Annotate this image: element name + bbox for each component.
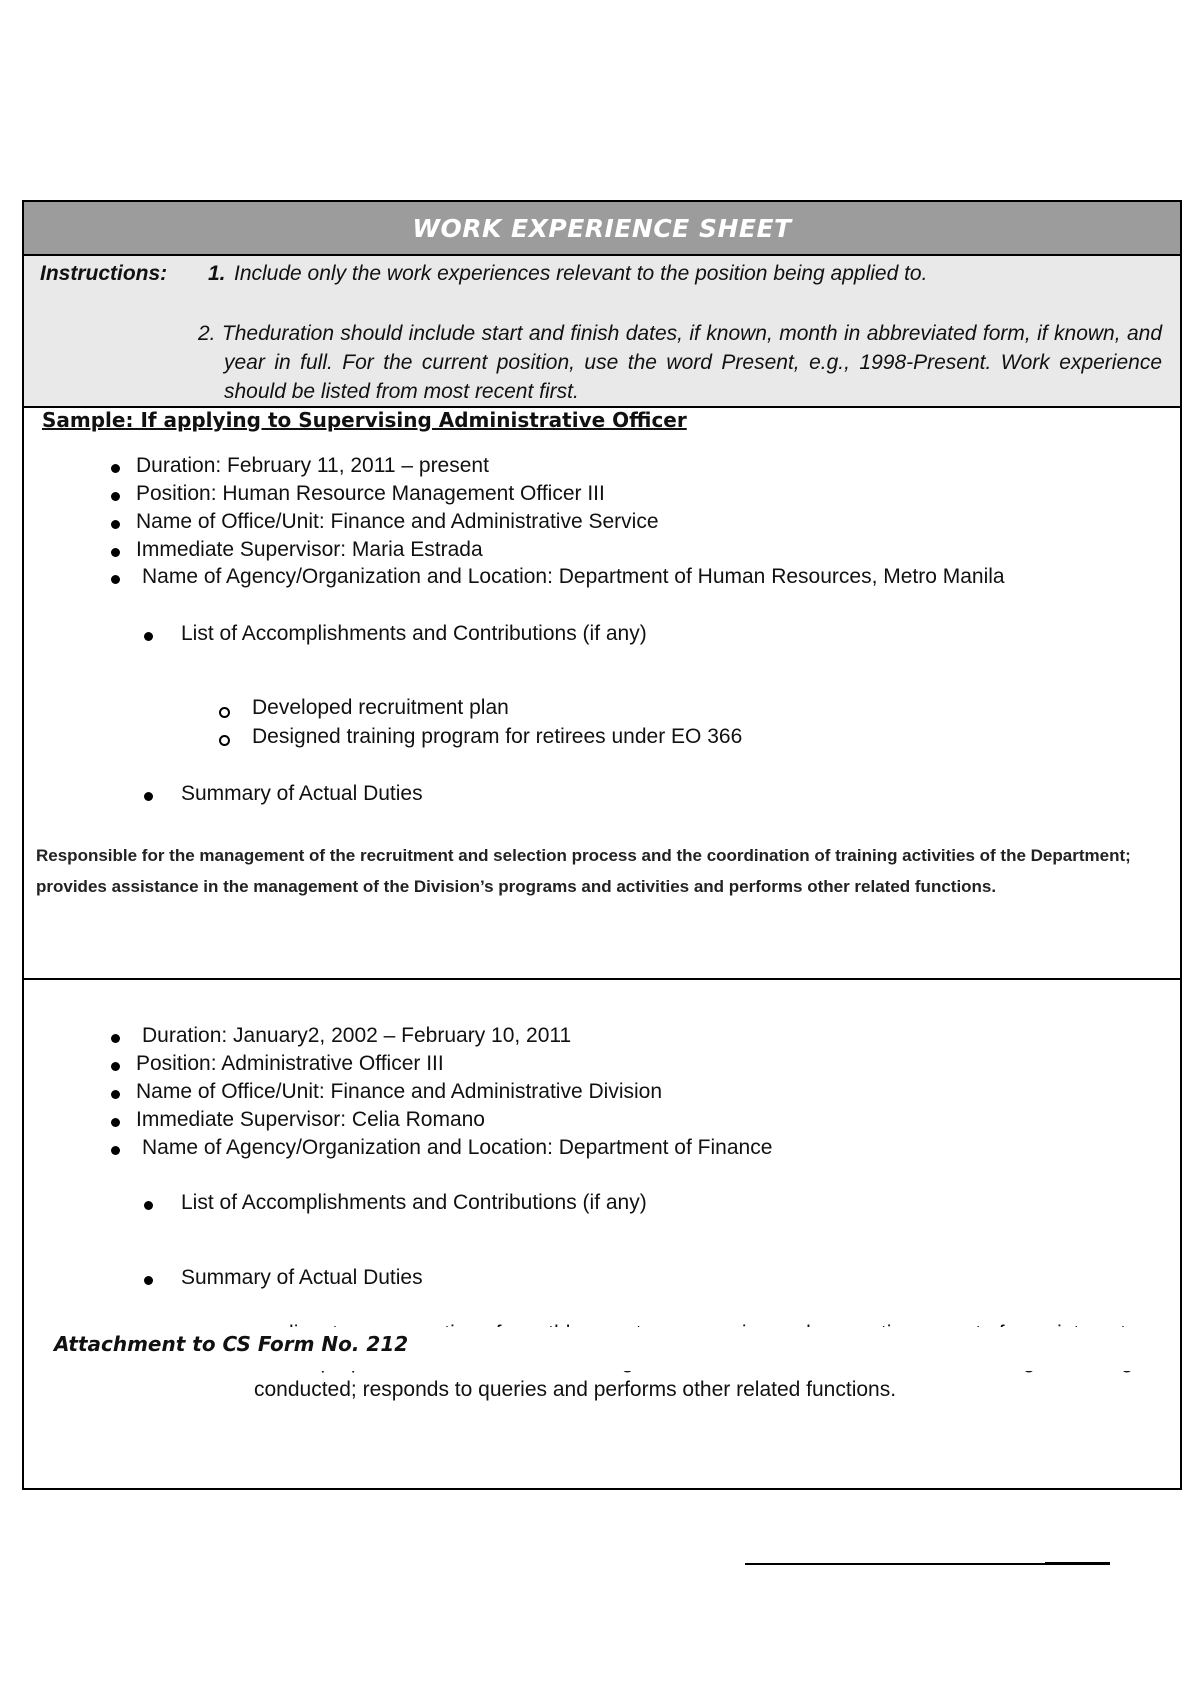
bullet-icon [111,464,120,473]
entry2-summary: conducted; responds to queries and performs other related functions. [254,1378,897,1401]
bullet-icon [144,1201,153,1210]
entry2-duration: Duration: January2, 2002 – February 10, 2011 [142,1024,572,1047]
work-experience-sheet [22,200,1182,1490]
entry1-accomplishment-2: Designed training program for retirees under EO 366 [252,725,743,748]
entry1-position: Position: Human Resource Management Officer III [136,482,605,505]
entry-divider [24,978,1180,980]
entry1-office: Name of Office/Unit: Finance and Administrative Service [136,510,659,533]
entry1-summary-label: Summary of Actual Duties [181,782,423,805]
bullet-icon [144,632,153,641]
bullet-icon [111,1034,120,1043]
sample-title: Sample: If applying to Supervising Administrative Officer [42,408,687,432]
bullet-icon [111,1090,120,1099]
entry2-summary-label: Summary of Actual Duties [181,1266,423,1289]
bullet-icon [111,548,120,557]
bullet-icon [111,492,120,501]
entry2-position: Position: Administrative Officer III [136,1052,444,1075]
instruction-1: Include only the work experiences relevant to the position being applied to. [234,262,928,285]
instructions-label: Instructions: [40,262,168,285]
entry2-agency: Name of Agency/Organization and Location: Department of Finance [142,1136,773,1159]
circle-bullet-icon [219,735,230,746]
bullet-icon [144,1276,153,1285]
entry1-duration: Duration: February 11, 2011 – present [136,454,489,477]
bullet-icon [144,792,153,801]
sheet-title: WORK EXPERIENCE SHEET [24,202,1180,256]
instructions-box [24,256,1180,408]
instruction-2: 2. Theduration should include start and finish dates, if known, month in abbreviated form, if known, and year in full. For the current position, use the word Present, e.g., 1998-Present. Work experience should be listed from most recent first. [198,322,1162,403]
attachment-label: Attachment to CS Form No. 212 [54,1332,409,1356]
entry2-office: Name of Office/Unit: Finance and Administrative Division [136,1080,663,1103]
entry1-accomplishment-1: Developed recruitment plan [252,696,509,719]
signature-line-end [1045,1562,1110,1565]
entry2-supervisor: Immediate Supervisor: Celia Romano [136,1108,485,1131]
circle-bullet-icon [219,707,230,718]
entry2-accomplishments-label: List of Accomplishments and Contributions (if any) [181,1191,647,1214]
entry1-supervisor: Immediate Supervisor: Maria Estrada [136,538,483,561]
bullet-icon [111,1118,120,1127]
entry1-summary: Responsible for the management of the recruitment and selection process and the coordination of training activities of the Department; provides assistance in the management of the Division’s programs and activities and performs other related functions. [36,846,1131,896]
bullet-icon [111,1146,120,1155]
bullet-icon [111,575,120,584]
bullet-icon [111,1062,120,1071]
entry1-agency: Name of Agency/Organization and Location: Department of Human Resources, Metro Manila [142,565,1005,588]
instruction-1-number: 1. [208,262,226,285]
signature-line [745,1563,1045,1565]
entry1-accomplishments-label: List of Accomplishments and Contributions (if any) [181,622,647,645]
bullet-icon [111,520,120,529]
